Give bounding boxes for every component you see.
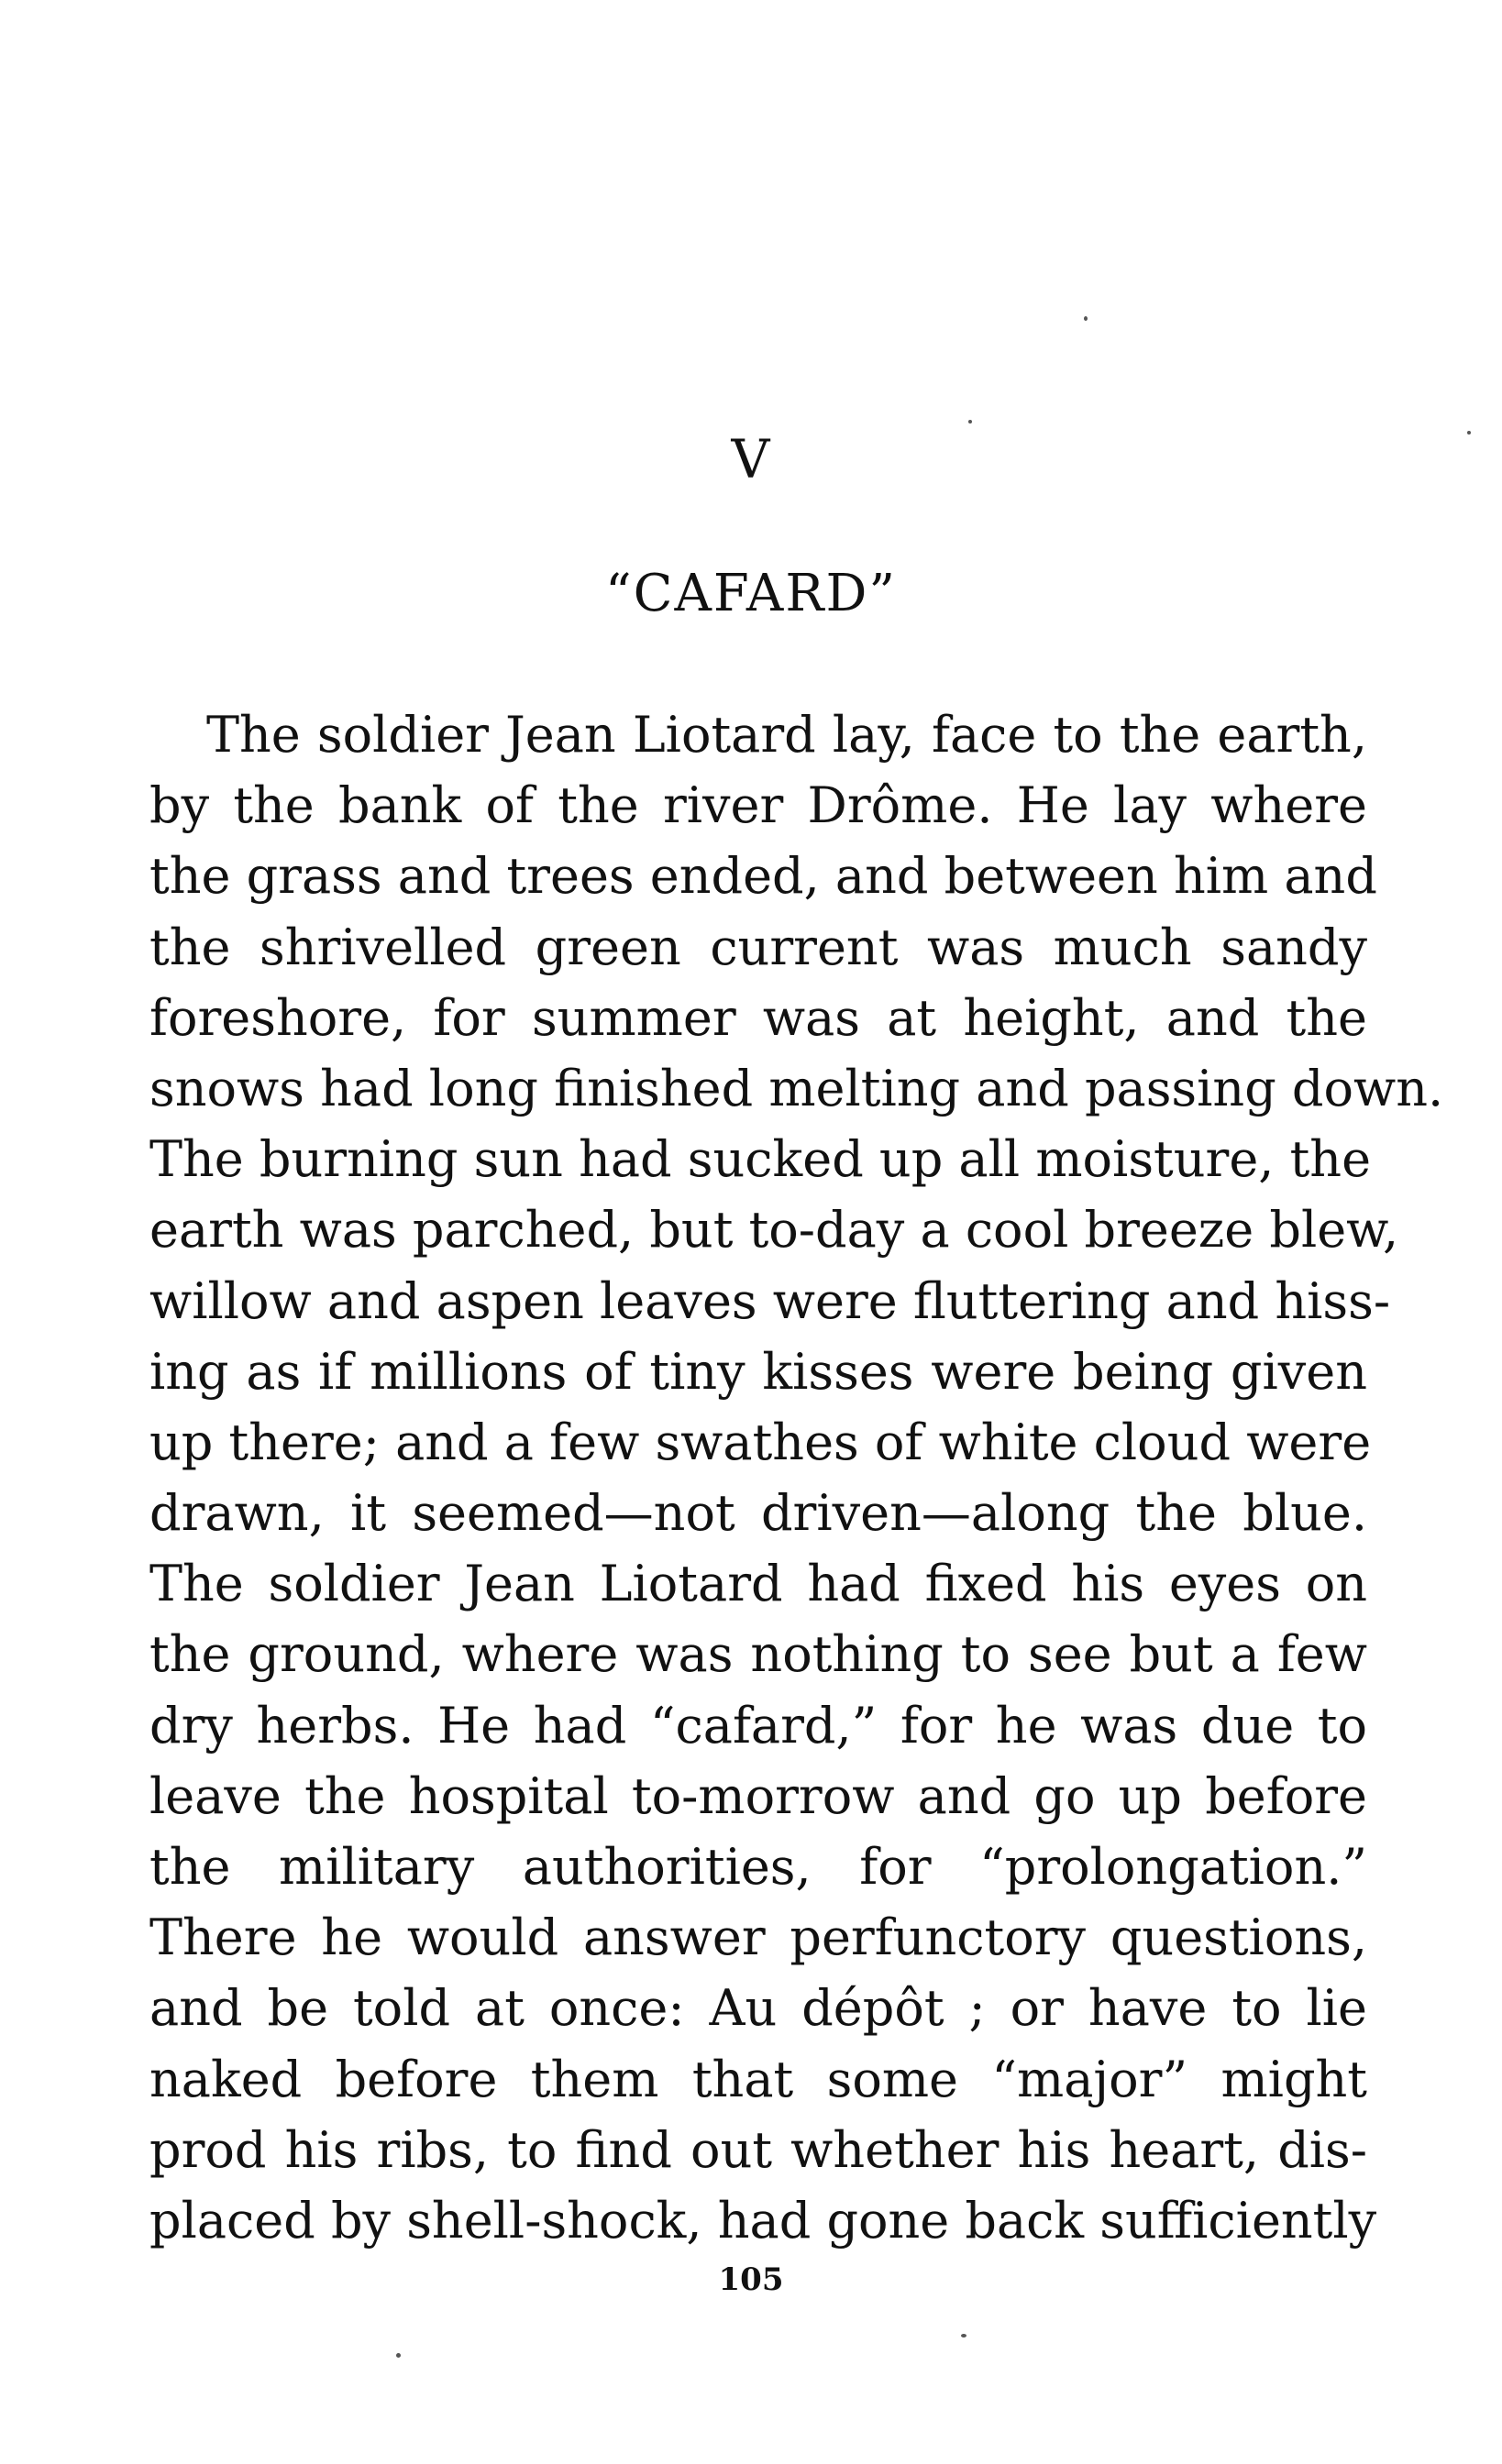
text-line: the military authorities, for “prolongation.” <box>149 1838 1367 1896</box>
text-line: snows had long finished melting and passing down. <box>149 1059 1444 1117</box>
scan-speck <box>396 2353 401 2358</box>
body-paragraph <box>149 699 1444 2256</box>
text-line: There he would answer perfunctory questions, <box>149 1908 1367 1967</box>
text-line: up there; and a few swathes of white cloud were <box>149 1413 1372 1471</box>
text-line: the shrivelled green current was much sandy <box>149 918 1367 976</box>
text-line: by the bank of the river Drôme. He lay where <box>149 776 1367 835</box>
text-line: ing as if millions of tiny kisses were being given <box>149 1342 1367 1401</box>
text-line: willow and aspen leaves were fluttering and hiss- <box>149 1271 1391 1330</box>
page-number: 105 <box>718 2261 784 2298</box>
text-line: earth was parched, but to-day a cool breeze blew, <box>149 1201 1399 1260</box>
scan-speck <box>1467 431 1471 434</box>
text-line: naked before them that some “major” might <box>149 2050 1367 2108</box>
text-line: dry herbs. He had “cafard,” for he was due to <box>149 1696 1367 1754</box>
text-line: The soldier Jean Liotard lay, face to the earth, <box>206 706 1367 764</box>
text-line: the grass and trees ended, and between him and <box>149 847 1377 906</box>
text-line: the ground, where was nothing to see but a few <box>149 1625 1367 1684</box>
text-line: and be told at once: Au dépôt ; or have to lie <box>149 1979 1367 2038</box>
scan-speck <box>1084 316 1088 321</box>
chapter-title: “CAFARD” <box>604 564 898 623</box>
text-line: drawn, it seemed—not driven—along the blue. <box>149 1484 1367 1543</box>
scan-speck <box>968 420 972 424</box>
text-line: The burning sun had sucked up all moisture, the <box>149 1130 1372 1189</box>
text-line: foreshore, for summer was at height, and the <box>149 988 1367 1047</box>
scan-speck <box>961 2334 966 2338</box>
text-line: placed by shell-shock, had gone back sufficiently <box>149 2191 1377 2250</box>
chapter-number: V <box>731 428 771 490</box>
text-line: The soldier Jean Liotard had fixed his eyes on <box>149 1555 1367 1613</box>
text-line: prod his ribs, to find out whether his heart, dis- <box>149 2120 1367 2179</box>
text-line: leave the hospital to-morrow and go up before <box>149 1766 1367 1825</box>
